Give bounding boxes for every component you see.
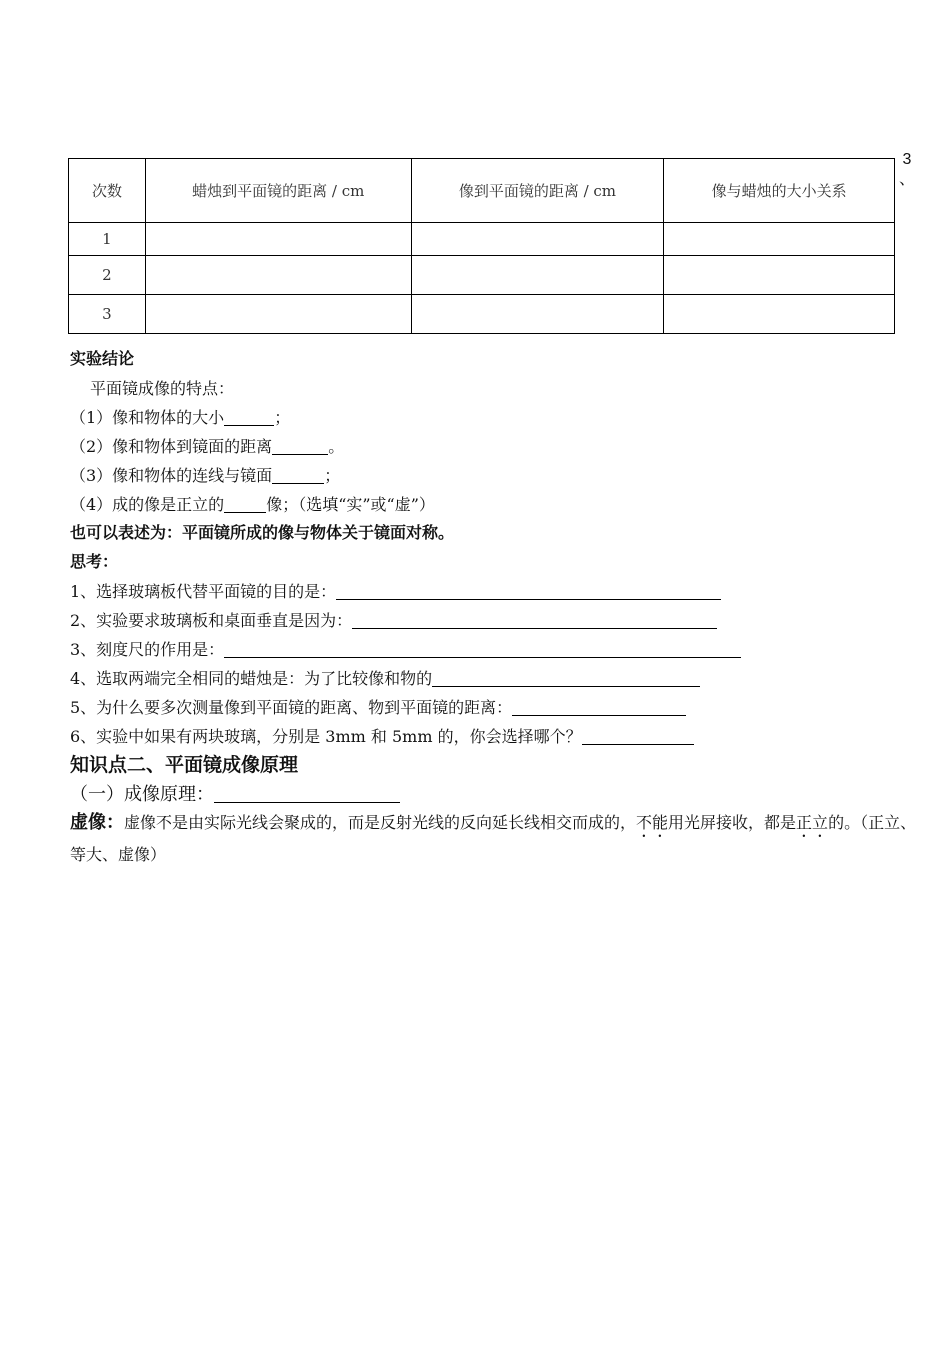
cell-size-relation[interactable]: [664, 223, 895, 256]
cell-image-distance[interactable]: [411, 295, 664, 334]
fill-blank-image-type[interactable]: [224, 494, 266, 513]
row-number: 3: [69, 295, 146, 334]
conclusion-item-2: [70, 432, 920, 461]
question-text: 3、刻度尺的作用是：: [70, 640, 225, 659]
emphasis-upright: 正立: [796, 813, 829, 832]
emphasis-cannot: 不能: [636, 813, 669, 832]
fill-blank-size[interactable]: [224, 407, 274, 426]
virtual-image-paragraph: [70, 809, 920, 868]
answer-line[interactable]: [582, 726, 694, 745]
conclusion-title: 实验结论: [70, 351, 135, 368]
question-text: 5、为什么要多次测量像到平面镜的距离、物到平面镜的距离：: [70, 698, 513, 717]
item-suffix: 像；（选填“实”或“虚”）: [266, 495, 435, 514]
answer-line[interactable]: [336, 581, 721, 600]
principle-answer-line[interactable]: [214, 784, 400, 803]
item-suffix: ；: [324, 466, 341, 485]
question-text: 4、选取两端完全相同的蜡烛是：为了比较像和物的: [70, 669, 433, 688]
margin-note-separator: 、: [898, 171, 915, 188]
table-row: [69, 223, 895, 256]
virtual-text-b: 用光屏接收，都是: [668, 813, 797, 832]
answer-line[interactable]: [432, 668, 700, 687]
header-candle-distance: 蜡烛到平面镜的距离 / cm: [145, 159, 411, 223]
margin-note-number: 3: [902, 151, 912, 168]
think-question-6: [70, 722, 920, 751]
margin-note: [897, 150, 917, 190]
cell-size-relation[interactable]: [664, 256, 895, 295]
item-text: （3）像和物体的连线与镜面: [70, 466, 273, 485]
answer-line[interactable]: [352, 610, 717, 629]
cell-candle-distance[interactable]: [145, 295, 411, 334]
think-question-2: [70, 606, 920, 635]
worksheet-body: [70, 345, 920, 868]
header-trial: 次数: [69, 159, 146, 223]
principle-label: （一）成像原理：: [70, 784, 214, 804]
table-row: [69, 295, 895, 334]
conclusion-intro: 平面镜成像的特点：: [90, 379, 235, 398]
conclusion-item-3: [70, 461, 920, 490]
section-two-title: 知识点二、平面镜成像原理: [70, 755, 299, 776]
answer-line[interactable]: [224, 639, 741, 658]
think-title: 思考：: [70, 554, 119, 571]
fill-blank-distance[interactable]: [272, 436, 328, 455]
cell-size-relation[interactable]: [664, 295, 895, 334]
row-number: 2: [69, 256, 146, 295]
experiment-table: [68, 158, 895, 334]
item-suffix: 。: [328, 437, 345, 456]
item-text: （1）像和物体的大小: [70, 408, 225, 427]
item-text: （4）成的像是正立的: [70, 495, 225, 514]
table-header-row: [69, 159, 895, 223]
cell-candle-distance[interactable]: [145, 256, 411, 295]
virtual-text-c: 的。（正立、等大、虚像）: [70, 813, 917, 864]
conclusion-item-4: [70, 490, 920, 519]
principle-line: [70, 780, 920, 809]
answer-line[interactable]: [512, 697, 686, 716]
table-row: [69, 256, 895, 295]
item-suffix: ；: [274, 408, 291, 427]
think-question-4: [70, 664, 920, 693]
question-text: 1、选择玻璃板代替平面镜的目的是：: [70, 582, 337, 601]
think-question-1: [70, 577, 920, 606]
think-question-3: [70, 635, 920, 664]
conclusion-summary: 也可以表述为：平面镜所成的像与物体关于镜面对称。: [70, 525, 455, 542]
item-text: （2）像和物体到镜面的距离: [70, 437, 273, 456]
cell-image-distance[interactable]: [411, 256, 664, 295]
fill-blank-connection[interactable]: [272, 465, 324, 484]
row-number: 1: [69, 223, 146, 256]
question-text: 6、实验中如果有两块玻璃，分别是 3mm 和 5mm 的，你会选择哪个？: [70, 727, 582, 746]
cell-candle-distance[interactable]: [145, 223, 411, 256]
virtual-text-a: 虚像不是由实际光线会聚成的，而是反射光线的反向延长线相交而成的，: [124, 813, 637, 832]
conclusion-item-1: [70, 403, 920, 432]
virtual-image-label: 虚像：: [70, 812, 124, 832]
think-question-5: [70, 693, 920, 722]
cell-image-distance[interactable]: [411, 223, 664, 256]
header-image-distance: 像到平面镜的距离 / cm: [411, 159, 664, 223]
header-size-relation: 像与蜡烛的大小关系: [664, 159, 895, 223]
question-text: 2、实验要求玻璃板和桌面垂直是因为：: [70, 611, 353, 630]
